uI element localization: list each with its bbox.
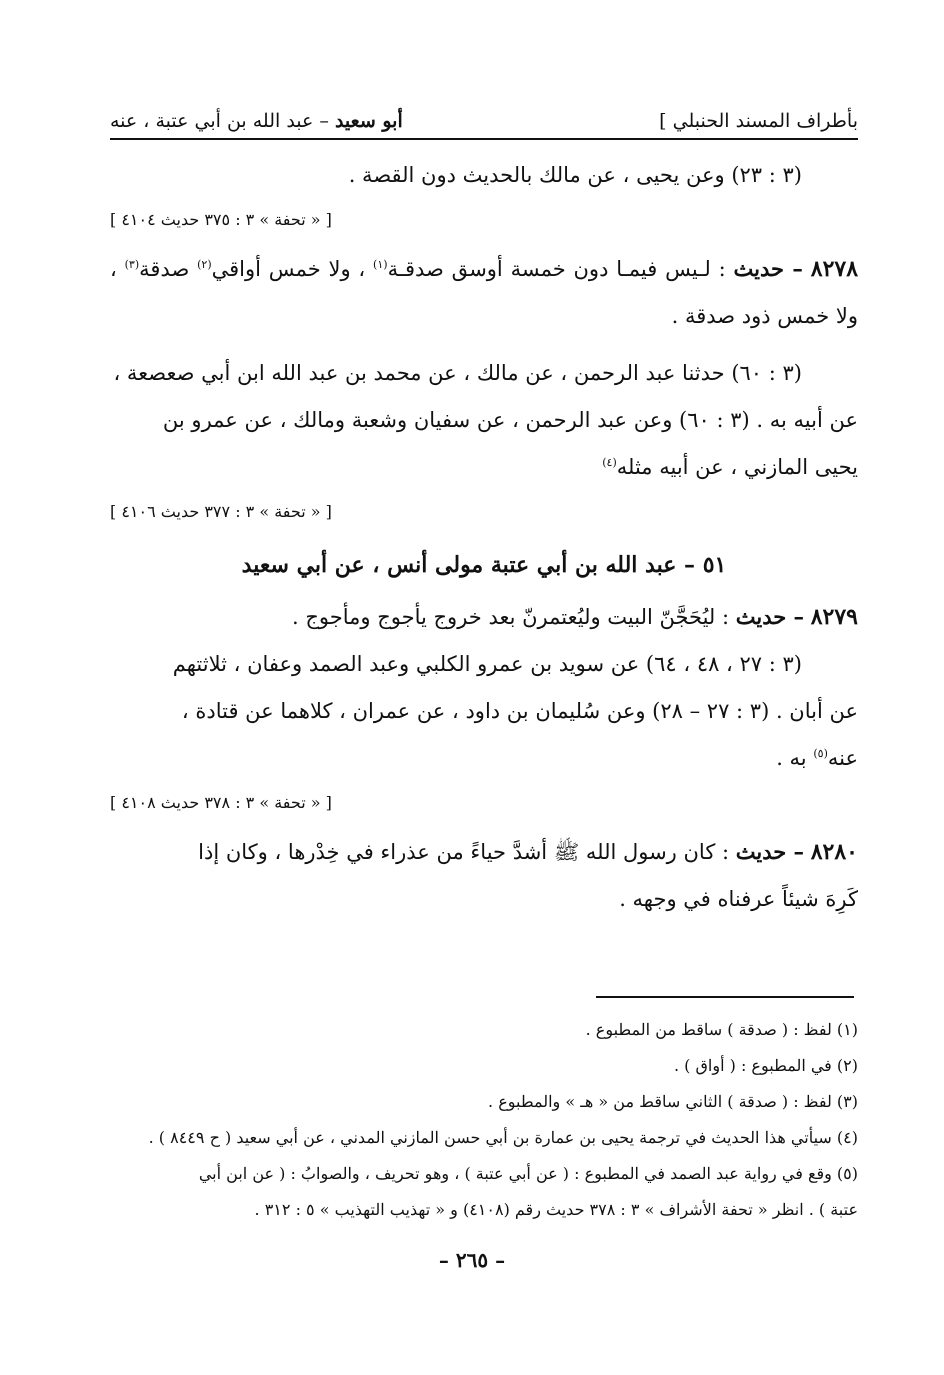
tuhfa-reference: [ « تحفة » ٣ : ٣٧٨ حديث ٤١٠٨ ]	[110, 793, 332, 812]
header-section	[110, 110, 403, 132]
footnote-divider	[596, 996, 854, 998]
hadith-text: : كان رسول الله ﷺ أشدَّ حياءً من عذراء في خِدْرها ، وكان إذا	[198, 840, 730, 864]
footnote: (١) لفظ : ( صدقة ) ساقط من المطبوع .	[585, 1020, 858, 1039]
isnad-text: به .	[776, 746, 807, 770]
hadith-text-line: كَرِهَ شيئاً عرفناه في وجهه .	[619, 887, 858, 911]
footnote-ref: (٣)	[124, 258, 140, 271]
footnote-ref: (٤)	[602, 456, 617, 469]
isnad-text: يحيى المازني ، عن أبيه مثله	[616, 455, 858, 479]
main-text	[110, 152, 858, 923]
page-number: – ٢٦٥ –	[438, 1248, 506, 1272]
footnote: (٣) لفظ : ( صدقة ) الثاني ساقط من « هـ » والمطبوع .	[488, 1092, 858, 1111]
header-section-rest: – عبد الله بن أبي عتبة ، عنه	[110, 110, 329, 132]
hadith-text: ، ولا خمس أواقي	[211, 257, 366, 281]
isnad-line: عن أبان . (٣ : ٢٧ – ٢٨) وعن سُليمان بن داود ، عن عمران ، كلاهما عن قتادة ،	[181, 699, 858, 723]
chapter-heading: ٥١ – عبد الله بن أبي عتبة مولى أنس ، عن أبي سعيد	[241, 552, 727, 578]
footnote-ref: (٢)	[197, 258, 212, 271]
isnad-line: (٣ : ٢٧ ، ٤٨ ، ٦٤) عن سويد بن عمرو الكلبي وعبد الصمد وعفان ، ثلاثتهم	[172, 652, 802, 676]
hadith-word: – حديث	[735, 839, 805, 864]
hadith-word: – حديث	[735, 604, 805, 629]
hadith-text: صدقة	[139, 257, 190, 281]
isnad-text: عنه	[827, 746, 858, 770]
footnote: (٢) في المطبوع : ( أواق ) .	[674, 1056, 858, 1075]
isnad-line: عن أبيه به . (٣ : ٦٠) وعن عبد الرحمن ، عن سفيان وشعبة ومالك ، عن عمرو بن	[162, 408, 858, 432]
text-line: (٣ : ٢٣) وعن يحيى ، عن مالك بالحديث دون القصة .	[348, 163, 802, 187]
footnote: (٤) سيأتي هذا الحديث في ترجمة يحيى بن عمارة بن أبي حسن المازني المدني ، عن أبي سعيد ( ح ٨٤٤٩ ) .	[148, 1128, 858, 1147]
hadith-text: ، ولا خمس ذود صدقة .	[110, 257, 858, 328]
footnote: (٥) وقع في رواية عبد الصمد في المطبوع : ( عن أبي عتبة ) ، وهو تحريف ، والصوابُ : ( عن ابن أبي	[198, 1164, 858, 1183]
hadith-8278	[110, 245, 858, 340]
hadith-word: – حديث	[733, 256, 803, 281]
hadith-8280	[110, 828, 858, 876]
hadith-8279	[110, 593, 858, 641]
footnote-ref: (١)	[373, 258, 388, 271]
hadith-number: ٨٢٨٠	[810, 839, 858, 865]
hadith-text: : لـيس فيمـا دون خمسة أوسق صدقـة	[387, 257, 726, 281]
isnad-line	[110, 444, 858, 491]
hadith-text: : ليُحَجَّنّ البيت وليُعتمرنّ بعد خروج يأجوج ومأجوج .	[292, 605, 730, 629]
hadith-number: ٨٢٧٨	[810, 256, 859, 282]
footnote-ref: (٥)	[813, 747, 828, 760]
tuhfa-reference: [ « تحفة » ٣ : ٣٧٧ حديث ٤١٠٦ ]	[110, 502, 332, 521]
isnad-line: (٣ : ٦٠) حدثنا عبد الرحمن ، عن مالك ، عن محمد بن عبد الله ابن أبي صعصعة ،	[113, 361, 802, 385]
running-header	[110, 96, 858, 140]
isnad-line	[110, 735, 858, 782]
footnote-continuation: عتبة ) . انظر « تحفة الأشراف » ٣ : ٣٧٨ حديث رقم (٤١٠٨) و « تهذيب التهذيب » ٥ : ٣١٢ .	[254, 1200, 858, 1219]
header-section-bold: أبو سعيد	[334, 110, 403, 132]
hadith-number: ٨٢٧٩	[810, 604, 858, 630]
footnotes	[110, 1012, 858, 1228]
tuhfa-reference: [ « تحفة » ٣ : ٣٧٥ حديث ٤١٠٤ ]	[110, 210, 332, 229]
header-book-title: بأطراف المسند الحنبلي ]	[659, 110, 858, 132]
